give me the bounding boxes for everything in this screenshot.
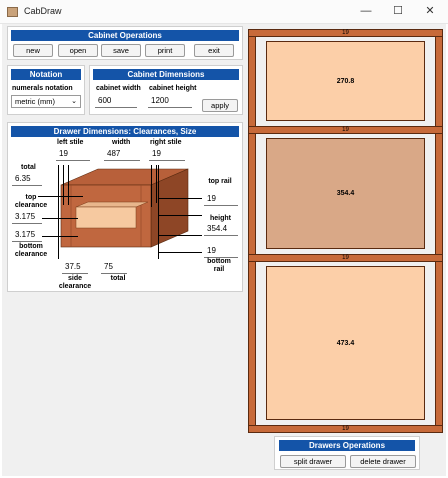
rail-3-label: 19: [342, 255, 349, 261]
exit-button[interactable]: exit: [194, 44, 234, 57]
drawer-dimensions-header: Drawer Dimensions: Clearances, Size: [11, 126, 239, 137]
cabinet-height-label: cabinet height: [149, 85, 197, 92]
top-clearance-input[interactable]: 3.175: [12, 211, 42, 224]
title-bar: [0, 0, 448, 24]
drawer-front: [76, 207, 136, 228]
rail-bottom: [248, 425, 443, 433]
cabinet-width-input[interactable]: 600: [95, 95, 137, 108]
save-button[interactable]: save: [101, 44, 141, 57]
app-icon: [7, 7, 18, 17]
notation-select[interactable]: [11, 95, 81, 108]
drawer-2-label: 354.4: [336, 190, 355, 197]
cabinet-operations-panel: [7, 26, 243, 60]
delete-drawer-button[interactable]: delete drawer: [350, 455, 416, 468]
total-clearance-label: total: [110, 275, 126, 282]
cabinet-dimensions-header: Cabinet Dimensions: [93, 69, 239, 80]
side-clearance-label: side clearance: [58, 275, 92, 290]
drawer-3-label: 473.4: [336, 340, 355, 347]
top-rail-label: top rail: [208, 178, 232, 185]
bottom-rail-label: bottom rail: [207, 258, 231, 273]
notation-panel: [7, 65, 85, 115]
width-input[interactable]: 487: [104, 148, 140, 161]
new-button[interactable]: new: [13, 44, 53, 57]
width-label: width: [112, 139, 131, 146]
drawers-operations-header: Drawers Operations: [279, 440, 415, 451]
rail-2-label: 19: [342, 127, 349, 133]
bottom-clearance-input[interactable]: 3.175: [12, 229, 42, 242]
drawer-top: [76, 202, 148, 207]
right-stile-label: right stile: [150, 139, 182, 146]
top-clearance-label: top clearance: [14, 194, 48, 209]
drawer-1[interactable]: [266, 41, 425, 121]
total-label: total: [21, 164, 36, 171]
split-drawer-button[interactable]: split drawer: [280, 455, 346, 468]
left-stile-input[interactable]: 19: [56, 148, 90, 161]
print-button[interactable]: print: [145, 44, 185, 57]
cabinet-preview: [248, 29, 443, 433]
maximize-button[interactable]: ☐: [393, 5, 403, 17]
height-label: height: [210, 215, 231, 222]
window-title: CabDraw: [24, 6, 62, 16]
total-clearance-input[interactable]: 75: [101, 261, 127, 274]
drawer-dimensions-panel: [7, 122, 243, 292]
numerals-notation-label: numerals notation: [12, 85, 73, 92]
left-stile-shape: [248, 29, 256, 433]
drawers-operations-panel: [274, 436, 420, 470]
drawer-3[interactable]: [266, 266, 425, 420]
chevron-down-icon: ⌄: [71, 98, 77, 105]
left-stile-label: left stile: [57, 139, 84, 146]
open-button[interactable]: open: [58, 44, 98, 57]
minimize-button[interactable]: —: [360, 5, 372, 17]
close-button[interactable]: ✕: [425, 5, 435, 17]
rail-bottom-label: 19: [342, 426, 349, 432]
right-stile-input[interactable]: 19: [149, 148, 185, 161]
window-client: [2, 24, 446, 476]
rail-top-label: 19: [342, 30, 349, 36]
cabinet-width-label: cabinet width: [96, 85, 141, 92]
drawer-1-label: 270.8: [336, 78, 355, 85]
drawer-2[interactable]: [266, 138, 425, 249]
apply-button[interactable]: apply: [202, 99, 238, 112]
rail-top: [248, 29, 443, 37]
side-clearance-input[interactable]: 37.5: [62, 261, 88, 274]
notation-select-value: metric (mm): [15, 97, 55, 106]
bottom-rail-input[interactable]: 19: [204, 245, 238, 258]
rail-2: [248, 126, 443, 134]
right-stile-shape: [435, 29, 443, 433]
cabinet-height-input[interactable]: 1200: [148, 95, 192, 108]
total-input[interactable]: 6.35: [12, 173, 42, 186]
cabinet-dimensions-panel: [89, 65, 243, 115]
bottom-clearance-label: bottom clearance: [14, 243, 48, 258]
rail-3: [248, 254, 443, 262]
height-input[interactable]: 354.4: [204, 223, 238, 236]
cabinet-operations-header: Cabinet Operations: [11, 30, 239, 41]
notation-header: Notation: [11, 69, 81, 80]
top-rail-input[interactable]: 19: [204, 193, 238, 206]
